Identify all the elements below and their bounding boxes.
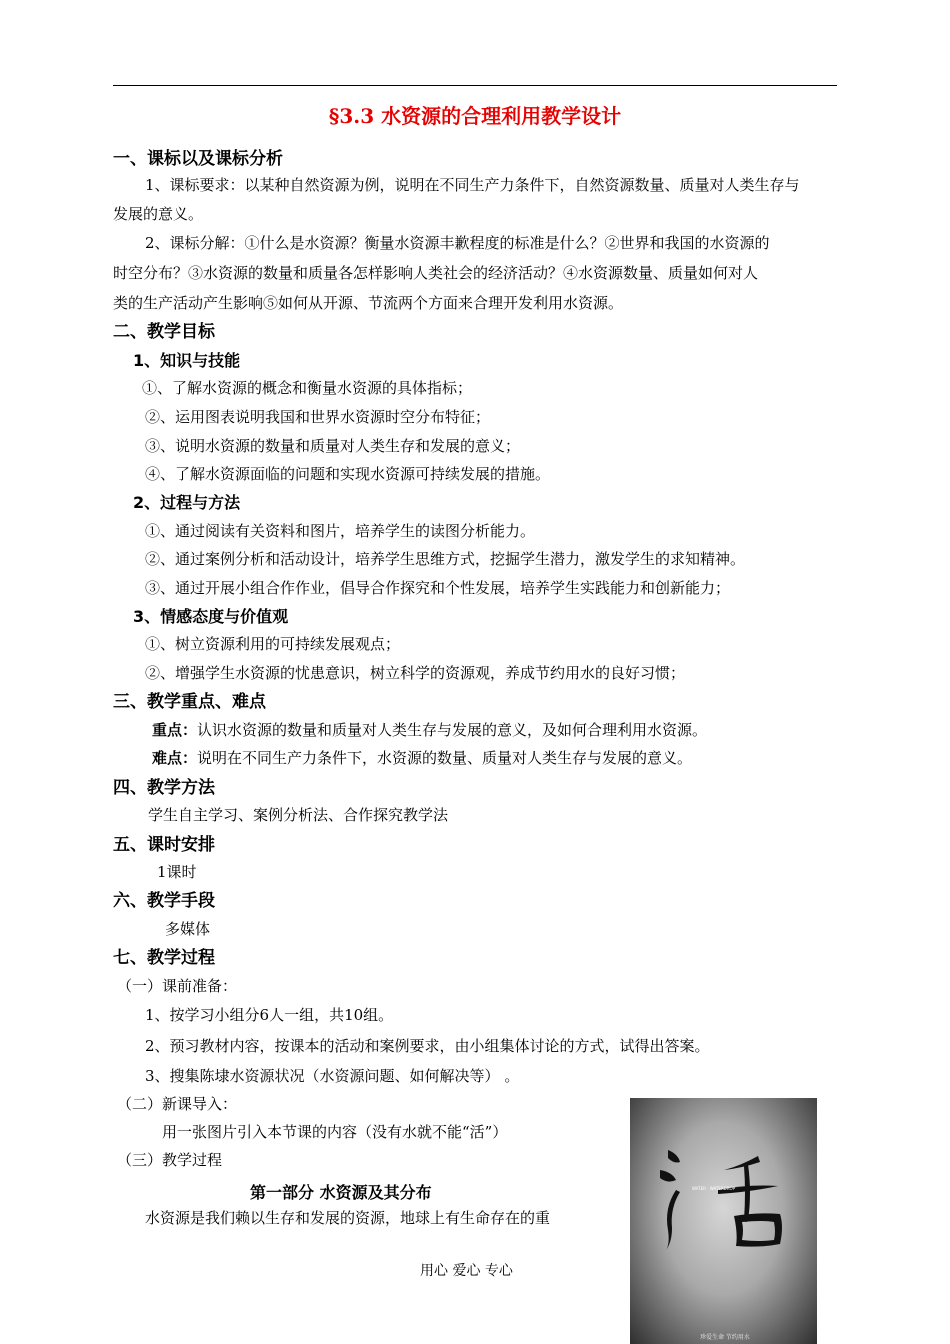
header-rule [113,85,837,86]
list-item: ②、通过案例分析和活动设计，培养学生思维方式，挖掘学生潜力，激发学生的求知精神。 [145,550,746,568]
section-2-sub3: 3、情感态度与价值观 [133,607,289,626]
page-footer: 用心 爱心 专心 [420,1263,513,1279]
poster-small-text: WATER · WATERDROP [692,1186,736,1191]
list-item: ①、树立资源利用的可持续发展观点； [145,635,401,653]
key-point-text: 认识水资源的数量和质量对人类生存与发展的意义，及如何合理利用水资源。 [197,721,708,739]
section-2-sub1: 1、知识与技能 [133,351,241,370]
section-1-p2-line1: 2、课标分解：①什么是水资源？衡量水资源丰歉程度的标准是什么？②世界和我国的水资源的 [145,234,770,252]
difficult-point-text: 说明在不同生产力条件下，水资源的数量、质量对人类生存与发展的意义。 [197,749,693,767]
water-poster-image [630,1098,817,1344]
section-3-heading: 三、教学重点、难点 [113,692,266,712]
intro-text: 用一张图片引入本节课的内容（没有水就不能“活”） [162,1123,508,1141]
prep-heading: （一）课前准备： [117,977,238,995]
poster-caption: 珍爱生命 节约用水 [700,1334,750,1341]
difficult-point-label: 难点： [152,749,198,767]
section-1-p1-line1: 1、课标要求：以某种自然资源为例，说明在不同生产力条件下，自然资源数量、质量对人类生存与 [145,176,800,194]
section-4-heading: 四、教学方法 [113,778,215,798]
section-1-p2-line2: 时空分布？③水资源的数量和质量各怎样影响人类社会的经济活动？④水资源数量、质量如何对人 [113,264,759,282]
section-5-heading: 五、课时安排 [113,835,215,855]
section-2-heading: 二、教学目标 [113,322,215,342]
section-1-p1-line2: 发展的意义。 [113,205,204,223]
section-7-heading: 七、教学过程 [113,948,215,968]
section-6-heading: 六、教学手段 [113,891,215,911]
list-item: ④、了解水资源面临的问题和实现水资源可持续发展的措施。 [145,465,551,483]
list-item: 2、预习教材内容，按课本的活动和案例要求，由小组集体讨论的方式，试得出答案。 [145,1037,710,1055]
section-4-text: 学生自主学习、案例分析法、合作探究教学法 [148,806,449,824]
part-one-title: 第一部分 水资源及其分布 [250,1183,432,1202]
section-6-text: 多媒体 [165,920,211,938]
list-item: ②、运用图表说明我国和世界水资源时空分布特征； [145,408,491,426]
section-5-text: 1课时 [157,863,197,881]
list-item: ③、通过开展小组合作作业，倡导合作探究和个性发展，培养学生实践能力和创新能力； [145,579,731,597]
key-point-label: 重点： [152,721,198,739]
list-item: ①、了解水资源的概念和衡量水资源的具体指标； [142,379,473,397]
list-item: 1、按学习小组分6人一组，共10组。 [145,1006,394,1024]
process-heading: （三）教学过程 [117,1151,223,1169]
intro-heading: （二）新课导入： [117,1095,238,1113]
body-line: 水资源是我们赖以生存和发展的资源，地球上有生命存在的重 [145,1209,551,1227]
list-item: ①、通过阅读有关资料和图片，培养学生的读图分析能力。 [145,522,536,540]
calligraphy-huo-icon [630,1098,817,1344]
section-1-p2-line3: 类的生产活动产生影响⑤如何从开源、节流两个方面来合理开发利用水资源。 [113,294,624,312]
document-title: §3.3 水资源的合理利用教学设计 [328,104,622,128]
list-item: 3、搜集陈埭水资源状况（水资源问题、如何解决等） 。 [145,1067,520,1085]
section-1-heading: 一、课标以及课标分析 [113,149,283,169]
section-2-sub2: 2、过程与方法 [133,493,241,512]
list-item: ③、说明水资源的数量和质量对人类生存和发展的意义； [145,437,521,455]
list-item: ②、增强学生水资源的忧患意识，树立科学的资源观，养成节约用水的良好习惯； [145,664,686,682]
difficult-point [152,748,692,768]
key-point [152,720,707,740]
